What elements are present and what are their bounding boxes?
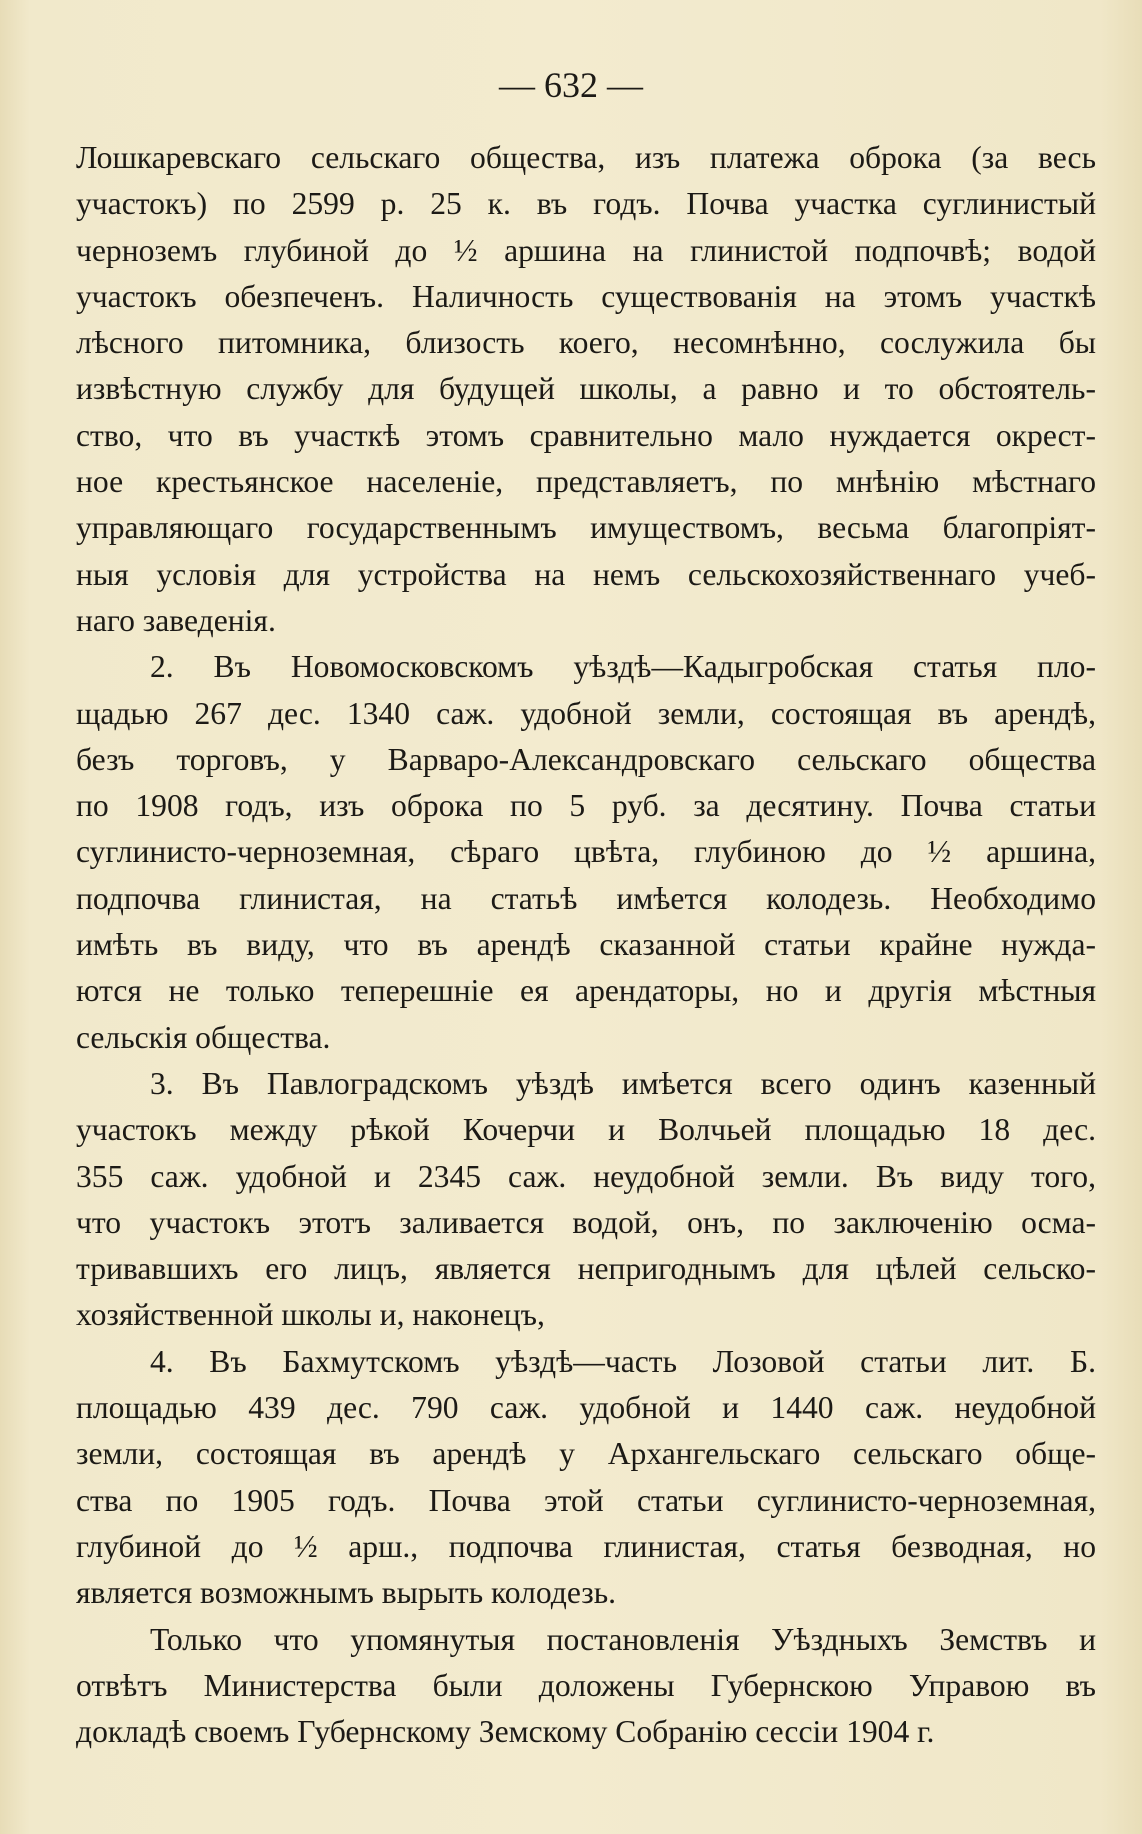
text-line: участокъ между рѣкой Кочерчи и Волчьей площадью 18 дес. [76, 1112, 1096, 1148]
text-line: щадью 267 дес. 1340 саж. удобной земли, состоящая въ арендѣ, [76, 695, 1096, 731]
text-line: 2. Въ Новомосковскомъ уѣздѣ—Кадыгробская статья пло- [150, 649, 1096, 685]
text-line: подпочва глинистая, на статьѣ имѣется колодезь. Необходимо [76, 880, 1096, 916]
paragraph [76, 1339, 1096, 1617]
text-line: ство, что въ участкѣ этомъ сравнительно мало нуждается окрест- [76, 417, 1096, 453]
text-line: участокъ) по 2599 р. 25 к. въ годъ. Почва участка суглинистый [76, 186, 1096, 222]
paragraph [76, 135, 1096, 644]
text-line: безъ торговъ, у Варваро-Александровскаго сельскаго общества [76, 741, 1096, 777]
text-line: площадью 439 дес. 790 саж. удобной и 1440 саж. неудобной [76, 1390, 1096, 1426]
text-line: является возможнымъ вырыть колодезь. [76, 1575, 617, 1611]
text-line: ныя условія для устройства на немъ сельскохозяйственнаго учеб- [76, 556, 1096, 592]
text-line: ное крестьянское населеніе, представляетъ, по мнѣнію мѣстнаго [76, 464, 1096, 500]
text-line: 4. Въ Бахмутскомъ уѣздѣ—часть Лозовой статьи лит. Б. [150, 1343, 1096, 1379]
text-line: сельскія общества. [76, 1019, 331, 1055]
text-line: глубиной до ½ арш., подпочва глинистая, статья безводная, но [76, 1528, 1096, 1564]
text-line: суглинисто-черноземная, сѣраго цвѣта, глубиною до ½ аршина, [76, 834, 1096, 870]
text-line: 3. Въ Павлоградскомъ уѣздѣ имѣется всего одинъ казенный [150, 1065, 1096, 1101]
text-line: что участокъ этотъ заливается водой, онъ, по заключенію осма- [76, 1204, 1096, 1240]
text-line: земли, состоящая въ арендѣ у Архангельскаго сельскаго обще- [76, 1436, 1096, 1472]
text-line: управляющаго государственнымъ имуществомъ, весьма благопріят- [76, 510, 1096, 546]
text-line: наго заведенія. [76, 602, 276, 638]
text-line: лѣсного питомника, близость коего, несомнѣнно, сослужила бы [76, 325, 1096, 361]
text-line: черноземъ глубиной до ½ аршина на глинистой подпочвѣ; водой [76, 232, 1096, 268]
paragraph [76, 1617, 1096, 1756]
text-line: имѣть въ виду, что въ арендѣ сказанной статьи крайне нужда- [76, 927, 1096, 963]
text-line: по 1908 годъ, изъ оброка по 5 руб. за десятину. Почва статьи [76, 788, 1096, 824]
paragraph [76, 1061, 1096, 1339]
text-line: участокъ обезпеченъ. Наличность существованія на этомъ участкѣ [76, 278, 1096, 314]
text-line: ются не только теперешніе ея арендаторы, но и другія мѣстныя [76, 973, 1096, 1009]
paragraph [76, 644, 1096, 1061]
body-text [76, 135, 1096, 1755]
text-line: 355 саж. удобной и 2345 саж. неудобной земли. Въ виду того, [76, 1158, 1096, 1194]
text-line: докладѣ своемъ Губернскому Земскому Собранію сессіи 1904 г. [76, 1714, 935, 1750]
text-line: ства по 1905 годъ. Почва этой статьи суглинисто-черноземная, [76, 1482, 1096, 1518]
text-line: тривавшихъ его лицъ, является непригоднымъ для цѣлей сельско- [76, 1251, 1096, 1287]
page-number: — 632 — [499, 65, 643, 105]
text-line: отвѣтъ Министерства были доложены Губернскою Управою въ [76, 1667, 1096, 1703]
text-line: хозяйственной школы и, наконецъ, [76, 1297, 545, 1333]
text-line: извѣстную службу для будущей школы, а равно и то обстоятель- [76, 371, 1096, 407]
text-line: Только что упомянутыя постановленія Уѣздныхъ Земствъ и [150, 1621, 1096, 1657]
text-line: Лошкаревскаго сельскаго общества, изъ платежа оброка (за весь [76, 140, 1096, 175]
